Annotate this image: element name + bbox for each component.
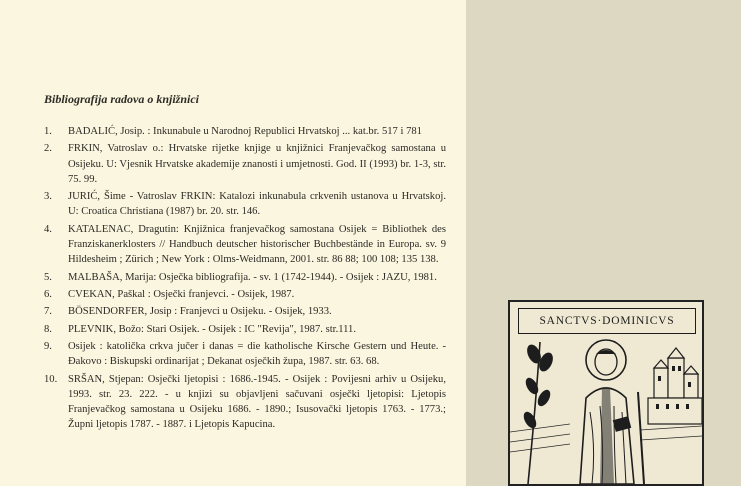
- bibliography-entry: [44, 372, 446, 433]
- entry-text: KATALENAC, Dragutin: Knjižnica franjevačkog samostana Osijek = Bibliothek des Franziskanerklosters // Handbuch deutscher historischer Buchbestände in Europa. sv. 9 Hildesheim ; Zürich ; New York : Olms-Weidmann, 2001. str. 86 88; 100 108; 135 138.: [68, 223, 446, 266]
- bibliography-entry: [44, 222, 446, 268]
- saint-figure-icon: [510, 302, 702, 484]
- entry-text: CVEKAN, Paškal : Osječki franjevci. - Osijek, 1987.: [68, 288, 295, 300]
- entry-number: 6.: [44, 288, 52, 300]
- bibliography-entry: [44, 189, 446, 219]
- entry-text: BADALIĆ, Josip. : Inkunabule u Narodnoj Republici Hrvatskoj ... kat.br. 517 i 781: [68, 126, 422, 137]
- entry-number: 8.: [44, 323, 52, 335]
- entry-number: 7.: [44, 306, 52, 318]
- entry-text: MALBAŠA, Marija: Osječka bibliografija. - sv. 1 (1742-1944). - Osijek : JAZU, 1981.: [68, 271, 437, 283]
- bibliography-entry: [44, 322, 446, 337]
- woodcut-inscription: SANCTVS·DOMINICVS: [518, 308, 696, 334]
- bibliography-entry: [44, 304, 446, 319]
- entry-text: JURIĆ, Šime - Vatroslav FRKIN: Katalozi inkunabula crkvenih ustanova u Hrvatskoj. U: Croatica Christiana (1987) br. 20. str. 146.: [68, 191, 446, 218]
- bibliography-entry: [44, 287, 446, 302]
- bibliography-entry: [44, 141, 446, 187]
- bibliography-list: [44, 124, 446, 435]
- saint-dominic-woodcut: [508, 300, 704, 486]
- entry-text: SRŠAN, Stjepan: Osječki ljetopisi : 1686.-1945. - Osijek : Povijesni arhiv u Osijeku, 1993. str. 23. 222. - u knjizi su objavljeni sačuvani osječki ljetopisi: Ljetopis Franjevačkog samostana u Osijeku 1686. - 1890.; Isusovački ljetopis 1763. - 1773.; Župni ljetopis 1787. - 1887. i Ljetopis Kapucina.: [68, 373, 446, 431]
- bibliography-entry: [44, 339, 446, 369]
- entry-number: 1.: [44, 126, 52, 137]
- entry-text: BÖSENDORFER, Josip : Franjevci u Osijeku. - Osijek, 1933.: [68, 306, 332, 318]
- bibliography-entry: [44, 124, 446, 139]
- bibliography-heading: Bibliografija radova o knjižnici: [44, 92, 200, 106]
- entry-number: 9.: [44, 341, 52, 353]
- entry-text: FRKIN, Vatroslav o.: Hrvatske rijetke knjige u knjižnici Franjevačkog samostana u Osijeku. U: Vjesnik Hrvatske akademije znanosti i umjetnosti. God. II (1993) br. 1-3, str. 75. 99.: [68, 143, 446, 185]
- entry-number: 3.: [44, 191, 52, 203]
- entry-number: 10.: [44, 373, 58, 385]
- entry-number: 4.: [44, 223, 52, 235]
- bibliography-entry: [44, 270, 446, 285]
- entry-text: Osijek : katolička crkva jučer i danas = die katholische Kirsche Gestern und Heute. - Đakovo : Biskupski ordinarijat ; Dekanat osječkih župa, 1987. str. 63. 68.: [68, 341, 446, 368]
- entry-number: 2.: [44, 143, 52, 155]
- entry-text: PLEVNIK, Božo: Stari Osijek. - Osijek : IC "Revija", 1987. str.111.: [68, 323, 356, 335]
- entry-number: 5.: [44, 271, 52, 283]
